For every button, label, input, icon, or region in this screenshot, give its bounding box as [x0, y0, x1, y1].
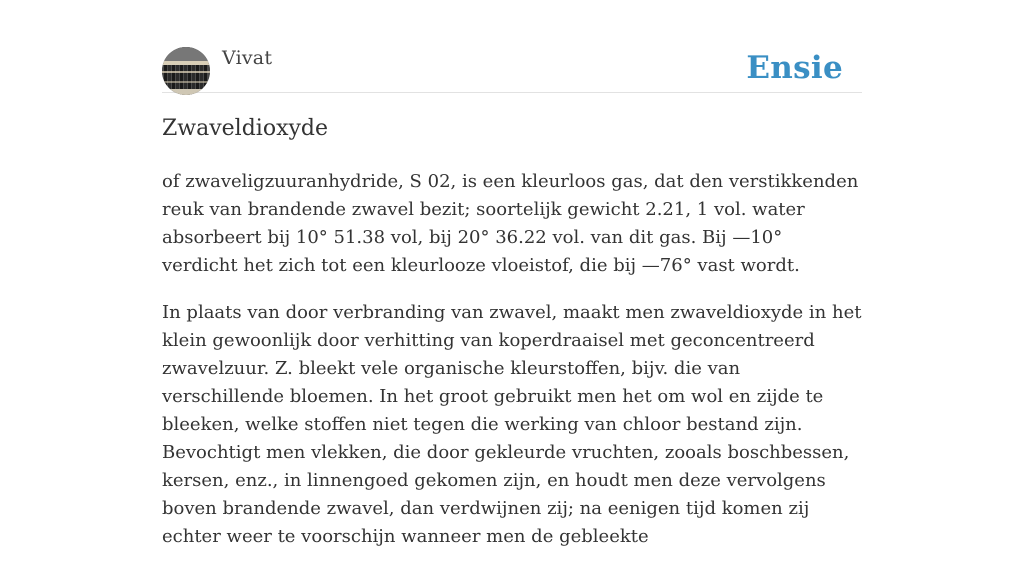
- article-page: [162, 0, 862, 547]
- book-spines-avatar-icon[interactable]: [162, 47, 210, 95]
- article-paragraph: of zwaveligzuuranhydride, S 02, is een kleurloos gas, dat den verstikkenden reuk van brandende zwavel bezit; soortelijk gewicht 2.21, 1 vol. water absorbeert bij 10° 51.38 vol, bij 20° 36.22 vol. van dit gas. Bij —10° verdicht het zich tot een kleurlooze vloeistof, die bij —76° vast wordt.: [162, 171, 859, 276]
- header: [162, 0, 862, 93]
- article-body: [162, 168, 862, 570]
- ensie-logo[interactable]: Ensie: [746, 50, 843, 86]
- article-title: Zwaveldioxyde: [162, 116, 329, 141]
- article-paragraph: In plaats van door verbranding van zwavel, maakt men zwaveldioxyde in het klein gewoonlijk door verhitting van koperdraaisel met geconcentreerd zwavelzuur. Z. bleekt vele organische kleurstoffen, bijv. die van verschillende bloemen. In het groot gebruikt men het om wol en zijde te bleeken, welke stoffen niet tegen die werking van chloor bestand zijn. Bevochtigt men vlekken, die door gekleurde vruchten, zooals boschbessen, kersen, enz., in linnengoed gekomen zijn, en houdt men deze vervolgens boven brandende zwavel, dan verdwijnen zij; na eenigen tijd komen zij echter weer te voorschijn wanneer men de gebleekte: [162, 302, 862, 547]
- source-name[interactable]: Vivat: [222, 47, 273, 69]
